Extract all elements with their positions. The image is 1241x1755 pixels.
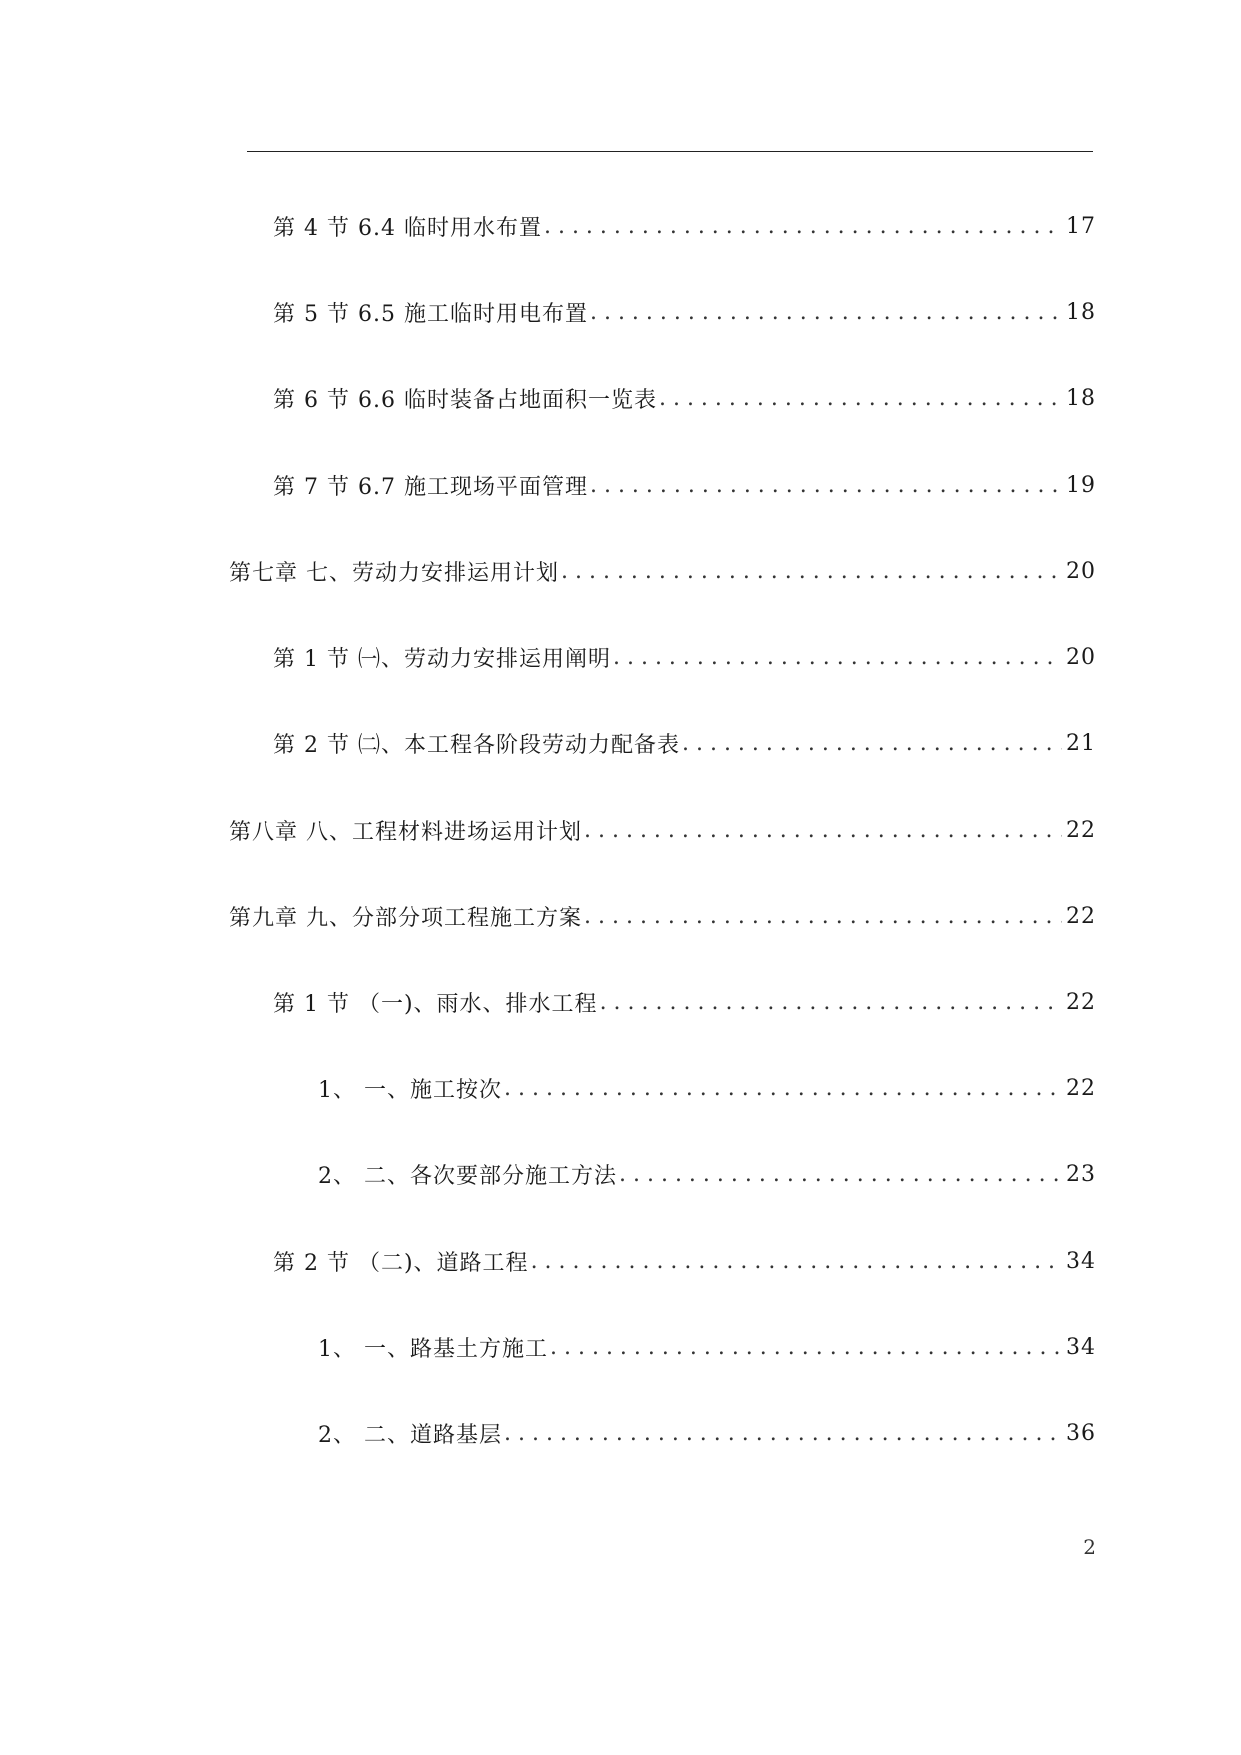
page-number: 2 bbox=[1083, 1535, 1096, 1559]
toc-dot-leader bbox=[590, 473, 1062, 498]
toc-entry-page: 34 bbox=[1066, 1334, 1096, 1360]
toc-entry-label: 第 2 节 ㈡、本工程各阶段劳动力配备表 bbox=[273, 732, 680, 758]
toc-dot-leader bbox=[504, 1421, 1062, 1446]
toc-dot-leader bbox=[504, 1076, 1062, 1101]
toc-entry-page: 21 bbox=[1066, 730, 1096, 756]
toc-entry-page: 23 bbox=[1066, 1161, 1096, 1187]
toc-entry[interactable] bbox=[318, 1154, 1096, 1194]
toc-entry-page: 36 bbox=[1066, 1420, 1096, 1446]
toc-entry-label: 1、 一、路基土方施工 bbox=[318, 1336, 548, 1362]
toc-dot-leader bbox=[561, 559, 1062, 584]
toc-entry[interactable] bbox=[273, 637, 1096, 677]
toc-entry-label: 第 7 节 6.7 施工现场平面管理 bbox=[273, 474, 588, 500]
toc-entry-label: 2、 二、各次要部分施工方法 bbox=[318, 1163, 617, 1189]
toc-entry-label: 第 1 节 ㈠、劳动力安排运用阐明 bbox=[273, 646, 611, 672]
toc-entry-label: 第 6 节 6.6 临时装备占地面积一览表 bbox=[273, 387, 657, 413]
toc-dot-leader bbox=[619, 1162, 1062, 1187]
toc-dot-leader bbox=[590, 300, 1062, 325]
toc-dot-leader bbox=[584, 818, 1062, 843]
toc-entry[interactable] bbox=[273, 378, 1096, 418]
toc-dot-leader bbox=[600, 990, 1062, 1015]
toc-entry[interactable] bbox=[273, 206, 1096, 246]
toc-entry[interactable] bbox=[273, 1241, 1096, 1281]
toc-entry-page: 20 bbox=[1066, 558, 1096, 584]
toc-entry-label: 第 2 节 （二)、道路工程 bbox=[273, 1250, 529, 1276]
toc-entry-page: 17 bbox=[1066, 213, 1096, 239]
toc-entry-page: 34 bbox=[1066, 1248, 1096, 1274]
toc-entry-page: 20 bbox=[1066, 644, 1096, 670]
toc-entry-label: 2、 二、道路基层 bbox=[318, 1422, 502, 1448]
toc-dot-leader bbox=[659, 386, 1062, 411]
toc-entry-page: 22 bbox=[1066, 817, 1096, 843]
toc-entry-label: 第 4 节 6.4 临时用水布置 bbox=[273, 215, 542, 241]
toc-entry[interactable] bbox=[273, 982, 1096, 1022]
toc-entry[interactable] bbox=[273, 292, 1096, 332]
toc-entry-label: 第八章 八、工程材料进场运用计划 bbox=[229, 819, 582, 845]
toc-entry-page: 22 bbox=[1066, 903, 1096, 929]
toc-dot-leader bbox=[613, 645, 1062, 670]
toc-entry[interactable] bbox=[229, 551, 1096, 591]
toc-entry[interactable] bbox=[273, 465, 1096, 505]
toc-entry-label: 第 5 节 6.5 施工临时用电布置 bbox=[273, 301, 588, 327]
toc-dot-leader bbox=[550, 1335, 1062, 1360]
toc-entry-page: 19 bbox=[1066, 472, 1096, 498]
toc-entry-page: 18 bbox=[1066, 385, 1096, 411]
toc-entry-label: 第七章 七、劳动力安排运用计划 bbox=[229, 560, 559, 586]
toc-entry-page: 22 bbox=[1066, 1075, 1096, 1101]
toc-entry-label: 第 1 节 （一)、雨水、排水工程 bbox=[273, 991, 598, 1017]
toc-entry-label: 1、 一、施工按次 bbox=[318, 1077, 502, 1103]
toc-dot-leader bbox=[584, 904, 1062, 929]
toc-entry-page: 18 bbox=[1066, 299, 1096, 325]
toc-dot-leader bbox=[682, 731, 1062, 756]
toc-entry-page: 22 bbox=[1066, 989, 1096, 1015]
toc-dot-leader bbox=[544, 214, 1062, 239]
toc-entry[interactable] bbox=[273, 723, 1096, 763]
toc-entry[interactable] bbox=[229, 810, 1096, 850]
toc-entry[interactable] bbox=[318, 1068, 1096, 1108]
toc-entry[interactable] bbox=[318, 1413, 1096, 1453]
toc-dot-leader bbox=[531, 1249, 1062, 1274]
toc-entry[interactable] bbox=[318, 1327, 1096, 1367]
toc-entry[interactable] bbox=[229, 896, 1096, 936]
toc-entry-label: 第九章 九、分部分项工程施工方案 bbox=[229, 905, 582, 931]
